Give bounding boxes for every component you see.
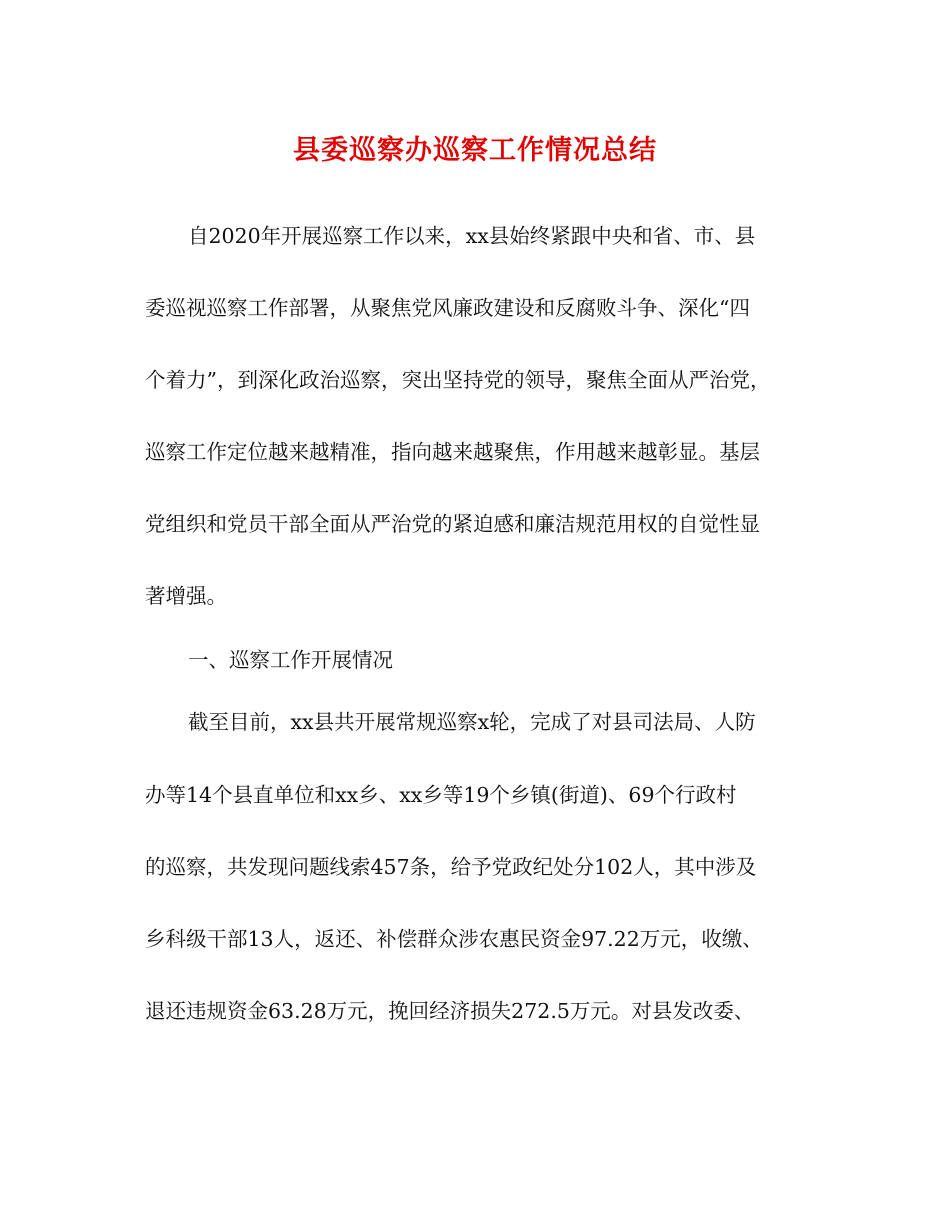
paragraph-line: 退还违规资金63.28万元，挽回经济损失272.5万元。对县发改委、 [145, 999, 755, 1023]
paragraph-line: 个着力”，到深化政治巡察，突出坚持党的领导，聚焦全面从严治党， [145, 368, 771, 392]
paragraph-line: 著增强。 [145, 584, 227, 608]
paragraph-line: 巡察工作定位越来越精准，指向越来越聚焦，作用越来越彰显。基层 [145, 440, 760, 464]
paragraph-line: 乡科级干部13人，返还、补偿群众涉农惠民资金97.22万元，收缴、 [145, 927, 763, 951]
paragraph-line: 自2020年开展巡察工作以来，xx县始终紧跟中央和省、市、县 [188, 224, 756, 248]
paragraph-line: 委巡视巡察工作部署，从聚焦党风廉政建设和反腐败斗争、深化“四 [145, 296, 750, 320]
paragraph-line: 截至目前，xx县共开展常规巡察x轮，完成了对县司法局、人防 [188, 710, 756, 734]
paragraph-line: 的巡察，共发现问题线索457条，给予党政纪处分102人，其中涉及 [145, 855, 757, 879]
document-title: 县委巡察办巡察工作情况总结 [293, 135, 657, 166]
section-heading: 一、巡察工作开展情况 [188, 648, 393, 672]
paragraph-line: 党组织和党员干部全面从严治党的紧迫感和廉洁规范用权的自觉性显 [145, 512, 760, 536]
paragraph-line: 办等14个县直单位和xx乡、xx乡等19个乡镇(街道)、69个行政村 [145, 783, 737, 807]
